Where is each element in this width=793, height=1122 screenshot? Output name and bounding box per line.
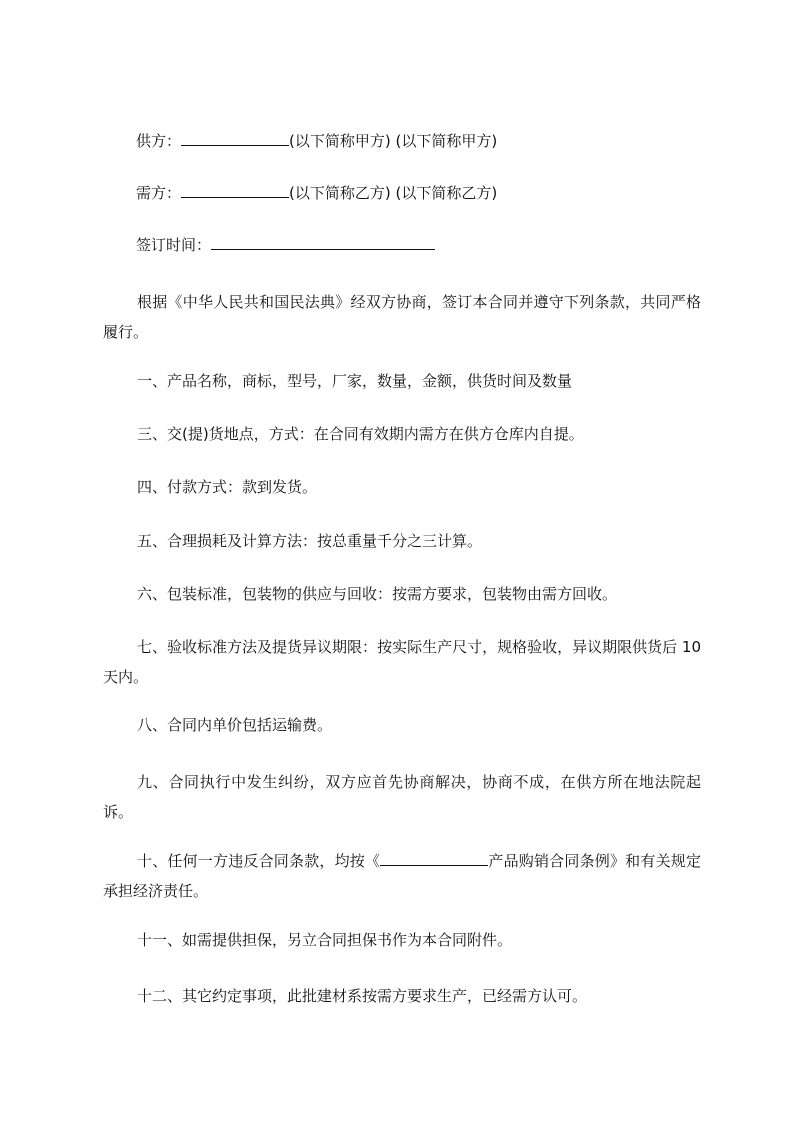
clause-5: 五、合理损耗及计算方法：按总重量千分之三计算。 — [137, 532, 483, 550]
clause-1: 一、产品名称，商标，型号，厂家，数量，金额，供货时间及数量 — [137, 372, 573, 390]
buyer-blank[interactable] — [181, 183, 289, 198]
supplier-label: 供方： — [136, 132, 182, 150]
clause-9: 九、合同执行中发生纠纷，双方应首先协商解决，协商不成，在供方所在地法院起诉。 — [103, 773, 701, 821]
buyer-label: 需方： — [136, 184, 182, 202]
clause-3: 三、交(提)货地点，方式：在合同有效期内需方在供方仓库内自提。 — [137, 425, 584, 443]
intro-paragraph: 根据《中华人民共和国民法典》经双方协商，签订本合同并遵守下列条款，共同严格履行。 — [103, 293, 701, 341]
clause-10-suffix: 产品购销合同条例》和有关规定承担经济责任。 — [103, 852, 701, 900]
buyer-suffix: (以下简称乙方) (以下简称乙方) — [289, 184, 498, 202]
sign-date-blank[interactable] — [211, 235, 435, 250]
buyer-line — [136, 183, 497, 203]
supplier-suffix: (以下简称甲方) (以下简称甲方) — [289, 132, 498, 150]
clause-10-prefix: 十、任何一方违反合同条款，均按《 — [137, 852, 381, 870]
clause-12: 十二、其它约定事项，此批建材系按需方要求生产，已经需方认可。 — [137, 987, 588, 1005]
clause-10 — [103, 846, 701, 906]
supplier-blank[interactable] — [181, 131, 289, 146]
clause-8: 八、合同内单价包括运输费。 — [137, 716, 333, 734]
sign-date-label: 签订时间： — [136, 236, 212, 254]
regulation-name-blank[interactable] — [380, 851, 488, 866]
sign-date-line — [136, 235, 435, 255]
clause-7: 七、验收标准方法及提货异议期限：按实际生产尺寸，规格验收，异议期限供货后 10 天内。 — [103, 638, 701, 686]
clause-11: 十一、如需提供担保，另立合同担保书作为本合同附件。 — [137, 931, 513, 949]
supplier-line — [136, 131, 497, 151]
clause-4: 四、付款方式：款到发货。 — [137, 478, 318, 496]
clause-6: 六、包装标准，包装物的供应与回收：按需方要求，包装物由需方回收。 — [137, 585, 618, 603]
